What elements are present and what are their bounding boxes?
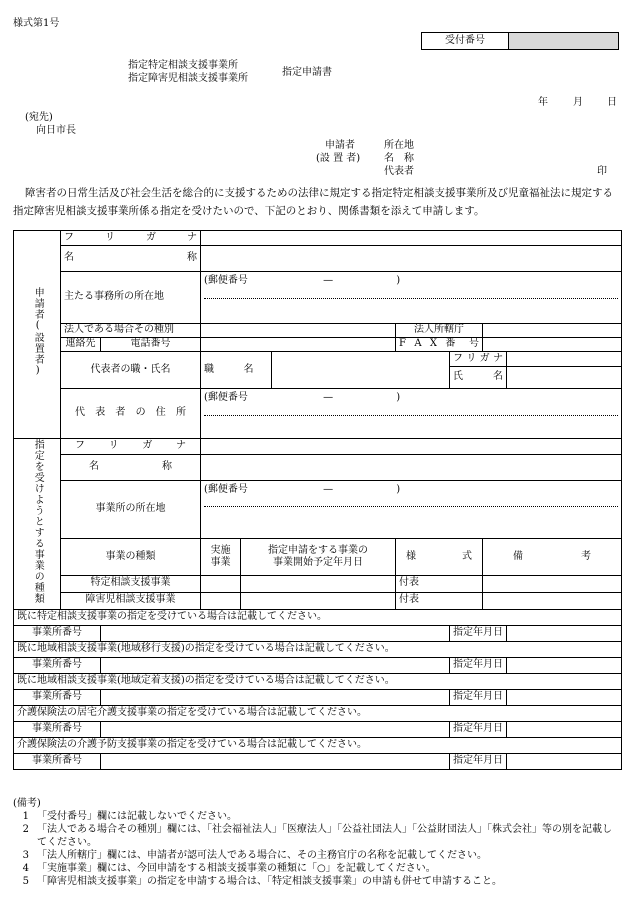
applicant-role: 申請者 (325, 140, 355, 151)
postal-label-2: (郵便番号 (204, 392, 248, 403)
postal-close-3: ) (396, 483, 401, 495)
corp-type-label: 法人である場合その種別 (61, 324, 201, 338)
date-day: 日 (607, 97, 617, 108)
rep-shimei-label: 氏 名 (450, 367, 507, 389)
receipt-number-field[interactable] (509, 33, 618, 49)
receipt-box (421, 32, 619, 50)
title-suffix: 指定申請書 (282, 67, 332, 78)
postal-dash: — (323, 275, 334, 286)
address-to-name: 向日市長 (36, 125, 76, 136)
fax-field[interactable] (483, 338, 622, 352)
child-support-format: 付表 (396, 592, 483, 609)
main-office-field[interactable] (201, 272, 622, 324)
specific-support-label: 特定相談支援事業 (61, 575, 201, 592)
biz-address-field[interactable] (201, 480, 622, 539)
designation-date-label: 指定年月日 (450, 689, 507, 705)
section-heading: 既に特定相談支援事業の指定を受けている場合は記載してください。 (14, 609, 622, 625)
designation-date-field[interactable] (507, 753, 622, 769)
specific-support-start-date[interactable] (241, 575, 396, 592)
note-item: 3 「法人所轄庁」欄には、申請者が認可法人である場合に、その主務官庁の名称を記載してください。 (22, 850, 487, 861)
child-support-label: 障害児相談支援事業 (61, 592, 201, 609)
applicant-name-label: 名 称 (384, 153, 414, 164)
office-number-label: 事業所番号 (14, 657, 101, 673)
section-heading: 介護保険法の居宅介護支援事業の指定を受けている場合は記載してください。 (14, 705, 622, 721)
office-number-label: 事業所番号 (14, 625, 101, 641)
note-item: 5 「障害児相談支援事業」の指定を申請する場合は、「特定相談支援事業」の申請も併せて申請すること。 (22, 876, 502, 887)
designation-date-field[interactable] (507, 721, 622, 737)
furigana-field[interactable] (201, 231, 622, 246)
office-number-label: 事業所番号 (14, 689, 101, 705)
phone-label: 電話番号 (101, 338, 201, 352)
rep-shimei-field[interactable] (507, 367, 622, 389)
name-field[interactable] (201, 246, 622, 272)
biz-name-field[interactable] (201, 454, 622, 480)
section-heading: 既に地域相談支援事業(地域移行支援)の指定を受けている場合は記載してください。 (14, 641, 622, 657)
postal-dash-2: — (323, 392, 334, 403)
applicant-rep-label: 代表者 (384, 166, 414, 177)
office-number-field[interactable] (101, 721, 450, 737)
child-support-start-date[interactable] (241, 592, 396, 609)
implement-header: 実施 事業 (201, 539, 241, 575)
rep-address-label: 代表者の住所 (61, 389, 201, 439)
office-number-field[interactable] (101, 625, 450, 641)
postal-label: (郵便番号 (204, 275, 248, 286)
form-number: 様式第1号 (13, 18, 60, 29)
note-item: 1 「受付番号」欄には記載しないでください。 (22, 811, 237, 822)
applicant-role-paren: (設 置 者) (316, 153, 361, 164)
remarks-header: 備 考 (483, 539, 622, 575)
rep-furigana-label: フ リ ガ ナ (450, 352, 507, 367)
corp-authority-label: 法人所轄庁 (396, 324, 483, 338)
business-group-header: 指定を受けようとする事業の種類 (14, 439, 61, 610)
biz-address-label: 事業所の所在地 (61, 480, 201, 539)
postal-close-2: ) (396, 392, 401, 403)
seal-mark: 印 (597, 166, 607, 177)
child-support-remarks[interactable] (483, 592, 622, 609)
specific-support-implement[interactable] (201, 575, 241, 592)
designation-date-label: 指定年月日 (450, 625, 507, 641)
note-item: 4 「実施事業」欄には、今回申請をする相談支援事業の種類に「○」を記載してください。 (22, 863, 436, 874)
office-number-field[interactable] (101, 657, 450, 673)
specific-support-format: 付表 (396, 575, 483, 592)
position-field[interactable] (272, 352, 450, 389)
office-number-label: 事業所番号 (14, 721, 101, 737)
biz-name-label: 名 称 (61, 454, 201, 480)
office-number-field[interactable] (101, 753, 450, 769)
title-line1: 指定特定相談支援事業所 (128, 60, 238, 71)
office-number-label: 事業所番号 (14, 753, 101, 769)
fax-label: F A X 番 号 (396, 338, 483, 352)
designation-date-field[interactable] (507, 689, 622, 705)
date-year: 年 (538, 97, 548, 108)
contact-label: 連絡先 (61, 338, 101, 352)
application-form-table (13, 230, 622, 770)
applicant-address-label: 所在地 (384, 140, 414, 151)
corp-type-field[interactable] (201, 324, 396, 338)
child-support-implement[interactable] (201, 592, 241, 609)
date-month: 月 (573, 97, 583, 108)
position-name-label: 名 (241, 352, 272, 389)
designation-date-label: 指定年月日 (450, 721, 507, 737)
rep-address-field[interactable] (201, 389, 622, 439)
start-date-header: 指定申請をする事業の 事業開始予定年月日 (241, 539, 396, 575)
postal-close: ) (396, 275, 401, 286)
postal-dash-3: — (323, 483, 334, 495)
section-heading: 介護保険法の介護予防支援事業の指定を受けている場合は記載してください。 (14, 737, 622, 753)
postal-label-3: (郵便番号 (204, 483, 248, 495)
title-line2: 指定障害児相談支援事業所 (128, 73, 248, 84)
name-label: 名 称 (61, 246, 201, 272)
furigana-label: フ リ ガ ナ (61, 231, 201, 246)
biz-type-header: 事業の種類 (61, 539, 201, 575)
rep-furigana-field[interactable] (507, 352, 622, 367)
address-to-label: (宛先) (25, 112, 53, 123)
specific-support-remarks[interactable] (483, 575, 622, 592)
phone-field[interactable] (201, 338, 396, 352)
notes-section (13, 797, 621, 888)
receipt-label: 受付番号 (422, 33, 509, 49)
section-heading: 既に地域相談支援事業(地域定着支援)の指定を受けている場合は記載してください。 (14, 673, 622, 689)
position-label: 職 (201, 352, 241, 389)
note-item: 2 「法人である場合その種別」欄には、「社会福祉法人」「医療法人」「公益社団法人」「公益財団法人」「株式会社」等の別を記載してください。 (22, 824, 612, 848)
office-number-field[interactable] (101, 689, 450, 705)
rep-name-label: 代表者の職・氏名 (61, 352, 201, 389)
notes-title: (備考) (13, 798, 41, 809)
main-office-label: 主たる事務所の所在地 (61, 272, 201, 324)
designation-date-label: 指定年月日 (450, 657, 507, 673)
format-header: 様 式 (396, 539, 483, 575)
applicant-group-header: 申請者(設置者) (14, 231, 61, 439)
designation-date-field[interactable] (507, 657, 622, 673)
intro-text: 障害者の日常生活及び社会生活を総合的に支援するための法律に規定する指定特定相談支援事業所及び児童福祉法に規定する指定障害児相談支援事業所係る指定を受けたいので、下記のとおり、関係書類を添えて申請します。 (13, 187, 613, 217)
biz-furigana-field[interactable] (201, 439, 622, 455)
biz-furigana-label: フ リ ガ ナ (61, 439, 201, 455)
corp-authority-field[interactable] (483, 324, 622, 338)
designation-date-label: 指定年月日 (450, 753, 507, 769)
designation-date-field[interactable] (507, 625, 622, 641)
